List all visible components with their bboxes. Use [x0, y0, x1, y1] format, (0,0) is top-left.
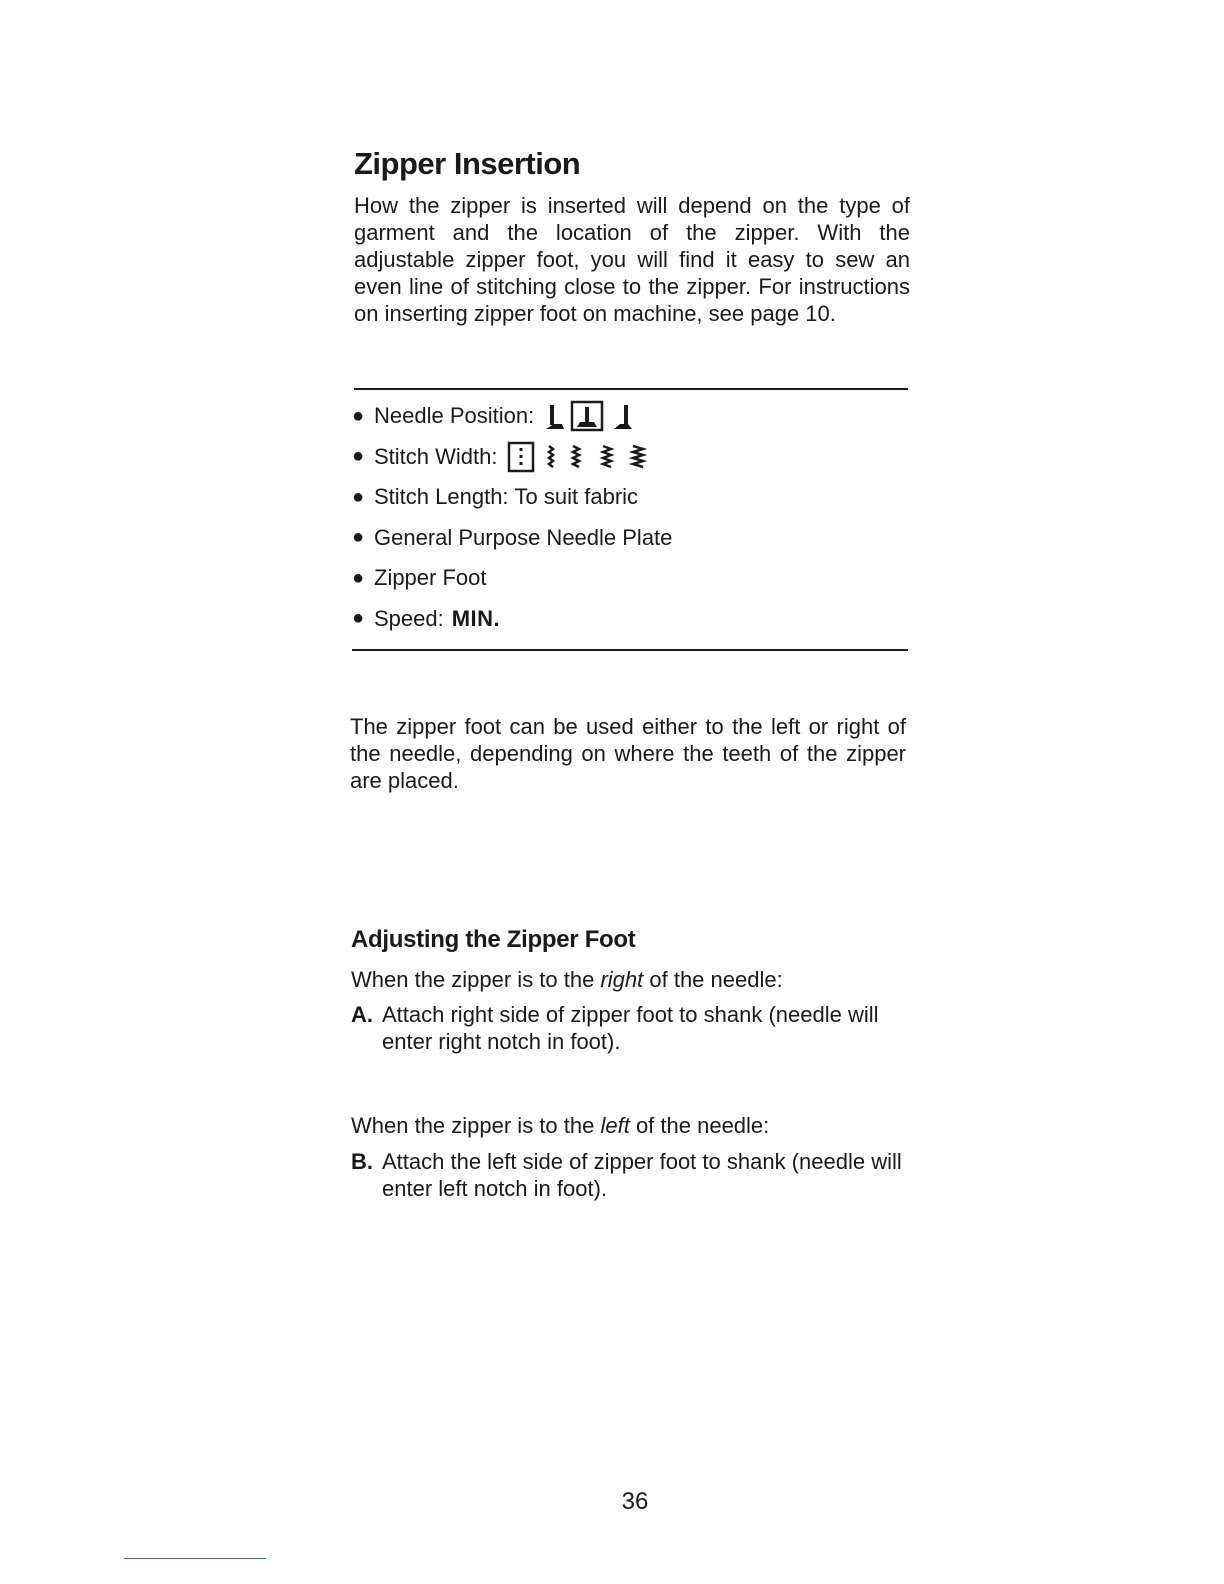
stitch-width-label: Stitch Width:	[374, 443, 498, 469]
zipper-foot-usage-paragraph: The zipper foot can be used either to the left or right of the needle, depending on where the teeth of the zipper are placed.	[350, 714, 906, 793]
step-b-letter: B.	[351, 1149, 373, 1174]
needle-position-label: Needle Position:	[374, 403, 535, 429]
bullet-icon: ●	[352, 404, 365, 427]
page-number: 36	[621, 1488, 649, 1515]
setting-speed	[352, 599, 912, 640]
step-b	[351, 1148, 907, 1202]
settings-list	[352, 396, 912, 639]
right-intro-post: of the needle:	[643, 967, 783, 992]
setting-foot	[352, 558, 912, 599]
step-a-text: Attach right side of zipper foot to shank (needle will enter right notch in foot).	[382, 1002, 879, 1054]
page-title: Zipper Insertion	[354, 146, 581, 181]
setting-stitch-width	[352, 437, 912, 478]
settings-top-rule	[354, 388, 908, 390]
needle-plate-text: General Purpose Needle Plate	[374, 524, 673, 550]
step-a	[351, 1001, 907, 1055]
foot-text: Zipper Foot	[374, 565, 487, 591]
setting-needle-plate	[352, 518, 912, 559]
needle-position-symbols	[544, 399, 648, 433]
stitch-width-symbols	[507, 440, 653, 474]
step-a-letter: A.	[351, 1002, 373, 1027]
needle-position-icon	[544, 399, 648, 433]
section-title-adjusting: Adjusting the Zipper Foot	[351, 926, 636, 953]
right-intro-pre: When the zipper is to the	[351, 967, 601, 992]
setting-needle-position	[352, 396, 912, 437]
settings-bottom-rule	[352, 649, 908, 651]
stitch-length-label: Stitch Length:	[374, 484, 509, 510]
bullet-icon: ●	[352, 445, 365, 468]
right-intro-paragraph	[351, 966, 783, 993]
left-intro-pre: When the zipper is to the	[351, 1113, 601, 1138]
setting-stitch-length	[352, 477, 912, 518]
speed-value: MIN.	[451, 605, 501, 631]
stitch-length-value: To suit fabric	[514, 484, 639, 510]
speed-label: Speed:	[374, 605, 444, 631]
intro-paragraph: How the zipper is inserted will depend on the type of garment and the location of the zipper. With the adjustable zipper foot, you will find it easy to sew an even line of stitching close to the zipper. For instructions on inserting zipper foot on machine, see page 10.	[354, 193, 910, 326]
stitch-width-icon	[507, 440, 653, 474]
footer-line	[124, 1558, 266, 1559]
right-emphasis: right	[600, 967, 644, 992]
bullet-icon: ●	[352, 485, 365, 508]
left-emphasis: left	[600, 1113, 630, 1138]
bullet-icon: ●	[352, 526, 365, 549]
bullet-icon: ●	[352, 566, 365, 589]
bullet-icon: ●	[352, 607, 365, 630]
left-intro-paragraph	[351, 1112, 769, 1139]
left-intro-post: of the needle:	[629, 1113, 770, 1138]
step-b-text: Attach the left side of zipper foot to shank (needle will enter left notch in foot).	[382, 1149, 902, 1201]
